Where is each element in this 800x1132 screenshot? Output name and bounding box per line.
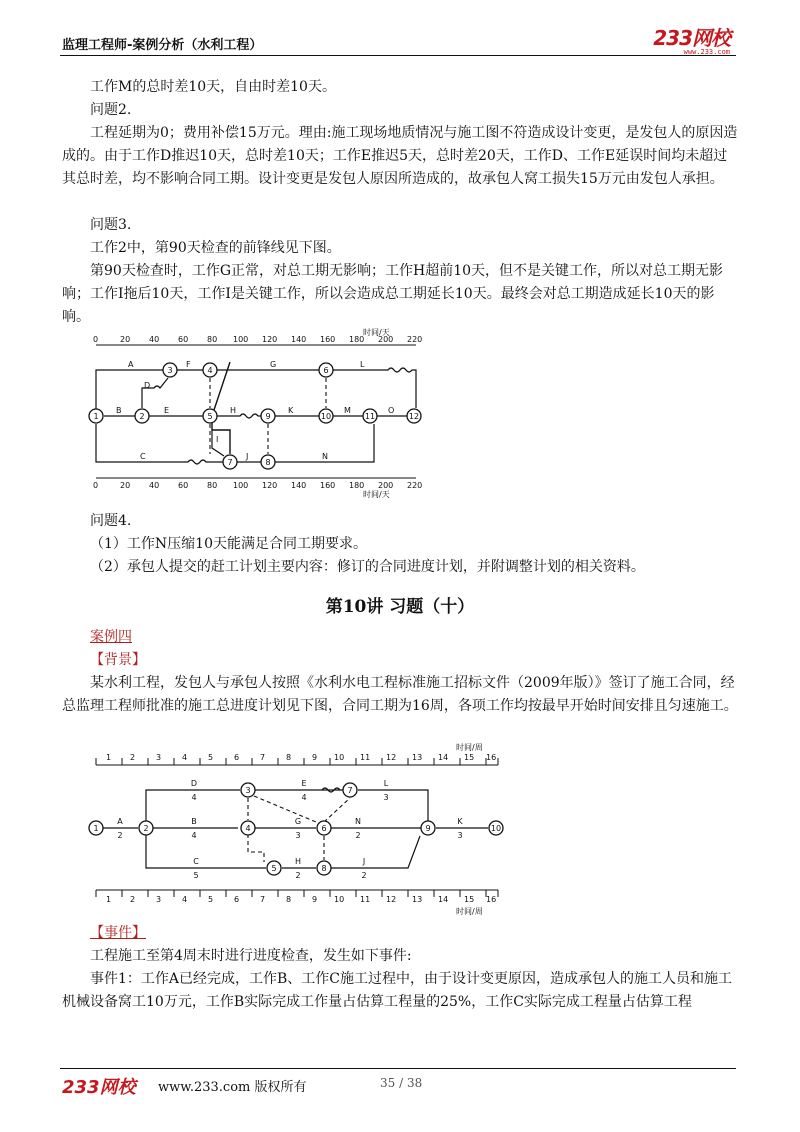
case-label-link[interactable] [90,626,132,646]
week-1: 1 [106,753,112,762]
w-node-9-label: 9 [425,824,431,833]
w-node-10-label: 10 [490,824,502,833]
node-7-label: 7 [227,458,233,467]
answer-2-paragraph: 工程延期为0；费用补偿15万元。理由:施工现场地质情况与施工图不符造成设计变更，是发包人的原因造成的。由于工作D推迟10天，总时差10天；工作E推迟5天，总时差20天，工作D、工作E延误时间均未超过其总时差，均不影响合同工期。设计变更是发包人原因所造成的，故承包人窝工损失15万元由发包人承担。 [62,125,738,187]
w-activity-G: G [294,817,302,826]
bweek-12: 12 [386,895,397,904]
w-node-6-label: 6 [321,824,327,833]
question-3-heading: 问题3. [90,217,132,233]
diagram2-axis-label-top: 时间/周 [456,743,483,752]
w-activity-B-dur: 4 [191,831,197,840]
network-diagram-weeks [88,744,500,916]
bweek-3: 3 [156,895,162,904]
node-12-label: 12 [408,412,420,421]
answer-3-paragraph: 第90天检查时，工作G正常，对总工期无影响；工作H超前10天，但不是关键工作，所以对总工期无影响；工作I拖后10天，工作I是关键工作，所以会造成总工期延长10天。最终会对总工期造成延长10天的影响。 [62,263,724,325]
node-1-label: 1 [93,412,99,421]
w-activity-B: B [191,817,197,826]
tick-120: 120 [262,335,278,344]
btick-220: 220 [407,481,423,490]
bweek-13: 13 [412,895,423,904]
brand-logo-text: 233网校 [653,26,730,50]
btick-100: 100 [233,481,249,490]
bweek-7: 7 [260,895,266,904]
w-activity-J-dur: 2 [361,871,367,880]
node-4-label: 4 [207,366,213,375]
w-activity-C: C [193,857,199,866]
btick-140: 140 [291,481,307,490]
node-10-label: 10 [320,412,332,421]
bweek-1: 1 [106,895,112,904]
event-1-paragraph: 事件1：工作A已经完成，工作B、工作C施工过程中，由于设计变更原因，造成承包人的施工人员和施工机械设备窝工10万元，工作B实际完成工作量占估算工程量的25%，工作C实际完成工程量占估算工程 [62,971,733,1010]
activity-F: F [186,360,191,369]
bweek-8: 8 [286,895,292,904]
answer-4-item-1: （1）工作N压缩10天能满足合同工期要求。 [90,536,367,552]
w-node-1-label: 1 [93,824,99,833]
question-2-heading: 问题2. [90,102,132,118]
week-12: 12 [386,753,397,762]
btick-200: 200 [378,481,394,490]
w-node-4-label: 4 [245,824,251,833]
tick-0: 0 [93,335,99,344]
case-label-text: 案例四 [90,629,132,645]
footer-logo[interactable]: 233网校 [62,1077,136,1098]
node-3-label: 3 [167,366,173,375]
node-2-label: 2 [139,412,145,421]
answer-4-item-2: （2）承包人提交的赶工计划主要内容：修订的合同进度计划，并附调整计划的相关资料。 [90,559,645,575]
btick-180: 180 [349,481,365,490]
week-4: 4 [182,753,188,762]
bweek-16: 16 [486,895,497,904]
btick-20: 20 [120,481,131,490]
activity-K: K [288,406,294,415]
w-node-8-label: 8 [321,864,327,873]
diagram2-bottom-axis [96,890,498,916]
w-activity-K: K [457,817,463,826]
w-activity-L: L [383,779,389,788]
node-6-label: 6 [323,366,329,375]
btick-40: 40 [149,481,160,490]
activity-M: M [344,406,351,415]
tick-140: 140 [291,335,307,344]
activity-N: N [322,452,328,461]
btick-120: 120 [262,481,278,490]
activity-J: J [246,452,249,461]
tick-180: 180 [349,335,365,344]
background-paragraph: 某水利工程，发包人与承包人按照《水利水电工程标准施工招标文件（2009年版）》签订了施工合同，经总监理工程师批准的施工总进度计划见下图，合同工期为16周，各项工作均按最早开始时间安排且匀速施工。 [62,675,738,714]
node-5-label: 5 [207,412,213,421]
w-activity-N: N [355,817,361,826]
w-activity-E-dur: 4 [301,793,307,802]
tick-60: 60 [178,335,189,344]
w-activity-L-dur: 3 [383,793,389,802]
btick-60: 60 [178,481,189,490]
tick-200: 200 [378,335,394,344]
footer-copyright: www.233.com 版权所有 [158,1080,307,1095]
w-activity-A-dur: 2 [117,831,123,840]
bweek-9: 9 [312,895,318,904]
w-node-3-label: 3 [245,786,251,795]
w-activity-G-dur: 3 [295,831,301,840]
background-label: 【背景】 [90,652,146,668]
tick-160: 160 [320,335,336,344]
activity-L: L [360,360,365,369]
week-13: 13 [412,753,423,762]
bweek-2: 2 [130,895,136,904]
week-16: 16 [486,753,497,762]
bweek-10: 10 [334,895,345,904]
week-15: 15 [464,753,475,762]
document-header-title: 监理工程师-案例分析（水利工程） [62,38,263,53]
w-activity-E: E [301,779,307,788]
node-9-label: 9 [265,412,271,421]
event-label: 【事件】 [90,925,146,941]
w-activity-K-dur: 3 [457,831,463,840]
bweek-6: 6 [234,895,240,904]
diagram2-axis-label-bottom: 时间/周 [456,907,483,916]
brand-logo[interactable] [653,22,730,56]
tick-220: 220 [407,335,423,344]
bweek-14: 14 [438,895,449,904]
activity-D: D [144,381,151,390]
week-6: 6 [234,753,240,762]
activity-I: I [216,435,219,444]
w-activity-D-dur: 4 [191,793,197,802]
activity-B: B [116,406,122,415]
tick-80: 80 [207,335,218,344]
activity-C: C [140,452,146,461]
w-node-2-label: 2 [143,824,149,833]
week-8: 8 [286,753,292,762]
page-number: 35 / 38 [380,1076,423,1090]
bweek-11: 11 [360,895,371,904]
week-11: 11 [360,753,371,762]
bweek-5: 5 [208,895,214,904]
activity-O: O [388,406,395,415]
w-activity-D: D [190,779,198,788]
week-7: 7 [260,753,266,762]
activity-G: G [270,360,277,369]
week-3: 3 [156,753,162,762]
week-5: 5 [208,753,214,762]
network-diagram-days [88,326,428,498]
section-title: 第10讲 习题（十） [325,597,475,617]
bweek-4: 4 [182,895,188,904]
week-10: 10 [334,753,345,762]
brand-logo-url: www.233.com [683,48,730,56]
tick-40: 40 [149,335,160,344]
w-activity-C-dur: 5 [193,871,199,880]
week-9: 9 [312,753,318,762]
w-activity-H-dur: 2 [295,871,301,880]
bweek-15: 15 [464,895,475,904]
paragraph-m-float: 工作M的总时差10天，自由时差10天。 [90,79,336,95]
activity-E: E [164,406,170,415]
w-node-7-label: 7 [347,786,353,795]
diagram1-top-axis [93,327,422,345]
node-11-label: 11 [364,412,376,421]
node-8-label: 8 [265,458,271,467]
header-divider [60,55,736,56]
activity-H: H [230,406,237,415]
question-4-heading: 问题4. [90,513,132,529]
btick-160: 160 [320,481,336,490]
event-intro: 工程施工至第4周末时进行进度检查，发生如下事件: [90,948,412,964]
diagram1-bottom-axis [93,478,422,499]
week-2: 2 [130,753,136,762]
tick-100: 100 [233,335,249,344]
activity-A: A [128,360,134,369]
btick-0: 0 [93,481,99,490]
footer-divider [60,1068,736,1069]
diagram1-axis-label-bottom: 时间/天 [363,490,390,499]
w-activity-N-dur: 2 [355,831,361,840]
diagram1-axis-label-top: 时间/天 [363,328,390,337]
btick-80: 80 [207,481,218,490]
w-node-5-label: 5 [271,864,277,873]
tick-20: 20 [120,335,131,344]
week-14: 14 [438,753,449,762]
w-activity-H: H [294,857,302,866]
w-activity-A: A [117,817,123,826]
diagram2-top-axis [96,742,498,765]
answer-3-intro: 工作2中，第90天检查的前锋线见下图。 [90,240,341,256]
w-activity-J: J [362,857,366,866]
